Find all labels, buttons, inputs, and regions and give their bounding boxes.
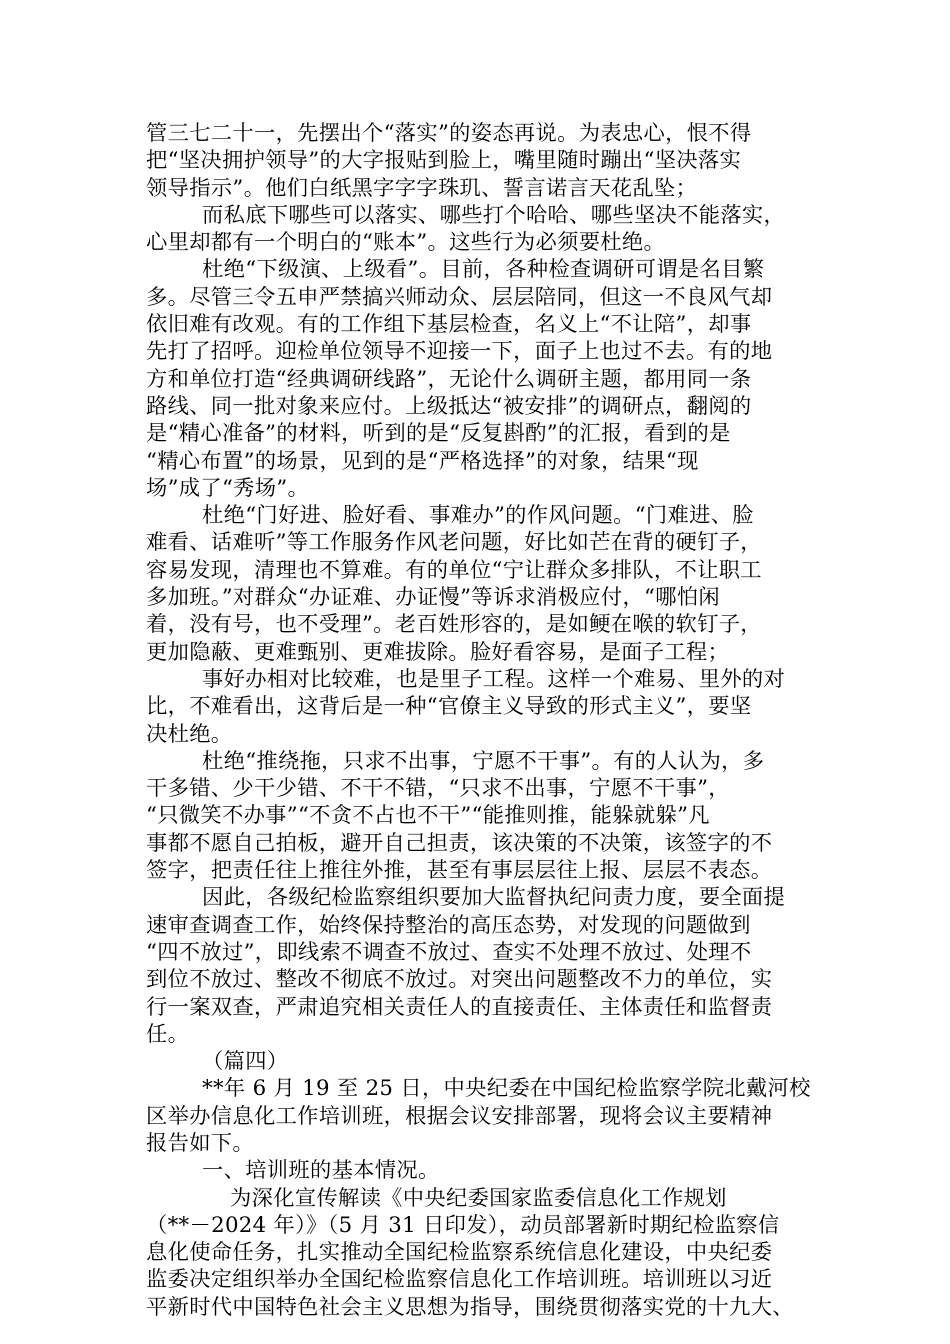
document-body [146,120,811,1321]
text-line: 任。 [146,1021,190,1047]
text-line: 杜绝“下级演、上级看”。目前，各种检查调研可谓是名目繁 [202,257,765,283]
text-line: 是“精心准备”的材料，听到的是“反复斟酌”的汇报，看到的是 [146,421,731,447]
text-line: “精心布置”的场景，见到的是“严格选择”的对象，结果“现 [146,448,699,474]
text-line: 因此，各级纪检监察组织要加大监督执纪问责力度，要全面提 [202,885,786,911]
text-line: 行一案双查，严肃追究相关责任人的直接责任、主体责任和监督责 [146,994,773,1020]
text-line: 比，不难看出，这背后是一种“官僚主义导致的形式主义”，要坚 [146,694,752,720]
text-line: （篇四） [202,1049,289,1075]
text-line: 心里却都有一个明白的“账本”。这些行为必须要杜绝。 [146,230,666,256]
text-line: 一、培训班的基本情况。 [202,1158,440,1184]
text-line: 着，没有号，也不受理”。老百姓形容的，是如鲠在喉的软钉子， [146,612,762,638]
text-line: 更加隐蔽、更难甄别、更难拔除。脸好看容易，是面子工程； [146,639,730,665]
text-line: 领导指示”。他们白纸黑字字字珠玑、誓言诺言天花乱坠； [146,175,698,201]
text-line: “四不放过”，即线索不调查不放过、查实不处理不放过、处理不 [146,939,752,965]
text-line: 依旧难有改观。有的工作组下基层检查，名义上“不让陪”，却事 [146,312,752,338]
text-line: 区举办信息化工作培训班，根据会议安排部署，现将会议主要精神 [146,1103,773,1129]
text-line: 决杜绝。 [146,721,233,747]
text-line: 场”成了“秀场”。 [146,475,310,501]
text-line: 息化使命任务，扎实推动全国纪检监察系统信息化建设，中央纪委 [146,1240,773,1266]
text-line: 为深化宣传解读《中央纪委国家监委信息化工作规划 [230,1185,727,1211]
text-line: 难看、话难听”等工作服务作风老问题，好比如芒在背的硬钉子， [146,530,762,556]
text-line: 事好办相对比较难，也是里子工程。这样一个难易、里外的对 [202,666,786,692]
text-line: 速审查调查工作，始终保持整治的高压态势，对发现的问题做到 [146,912,751,938]
text-line: 把“坚决拥护领导”的大字报贴到脸上，嘴里随时蹦出“坚决落实 [146,148,742,174]
text-line: **年 6 月 19 至 25 日，中央纪委在中国纪检监察学院北戴河校 [202,1076,811,1102]
text-line: 路线、同一批对象来应付。上级抵达“被安排”的调研点，翻阅的 [146,393,752,419]
text-line: 多。尽管三令五申严禁搞兴师动众、层层陪同，但这一不良风气却 [146,284,773,310]
text-line: 签字，把责任往上推往外推，甚至有事层层往上报、层层不表态。 [146,858,773,884]
text-line: 到位不放过、整改不彻底不放过。对突出问题整改不力的单位，实 [146,967,773,993]
text-line: 先打了招呼。迎检单位领导不迎接一下，面子上也过不去。有的地 [146,339,773,365]
text-line: 而私底下哪些可以落实、哪些打个哈哈、哪些坚决不能落实， [202,202,786,228]
text-line: 事都不愿自己拍板，避开自己担责，该决策的不决策，该签字的不 [146,830,773,856]
text-line: 容易发现，清理也不算难。有的单位“宁让群众多排队，不让职工 [146,557,762,583]
text-line: 报告如下。 [146,1130,254,1156]
text-line: 方和单位打造“经典调研线路”，无论什么调研主题，都用同一条 [146,366,752,392]
text-line: 多加班。”对群众“办证难、办证慢”等诉求消极应付，“哪怕闲 [146,585,721,611]
text-line: 监委决定组织举办全国纪检监察信息化工作培训班。培训班以习近 [146,1267,773,1293]
text-line: “只微笑不办事”“不贪不占也不干”“能推则推，能躲就躲”凡 [146,803,710,829]
text-line: （**－2024 年）》（5 月 31 日印发），动员部署新时期纪检监察信 [146,1212,780,1238]
text-line: 管三七二十一，先摆出个“落实”的姿态再说。为表忠心，恨不得 [146,121,752,146]
text-line: 平新时代中国特色社会主义思想为指导，围绕贯彻落实党的十九大、 [146,1294,794,1320]
text-line: 杜绝“推绕拖，只求不出事，宁愿不干事”。有的人认为，多 [202,748,765,774]
text-line: 干多错、少干少错、不干不错，“只求不出事，宁愿不干事”， [146,776,730,802]
text-line: 杜绝“门好进、脸好看、事难办”的作风问题。“门难进、脸 [202,503,754,529]
